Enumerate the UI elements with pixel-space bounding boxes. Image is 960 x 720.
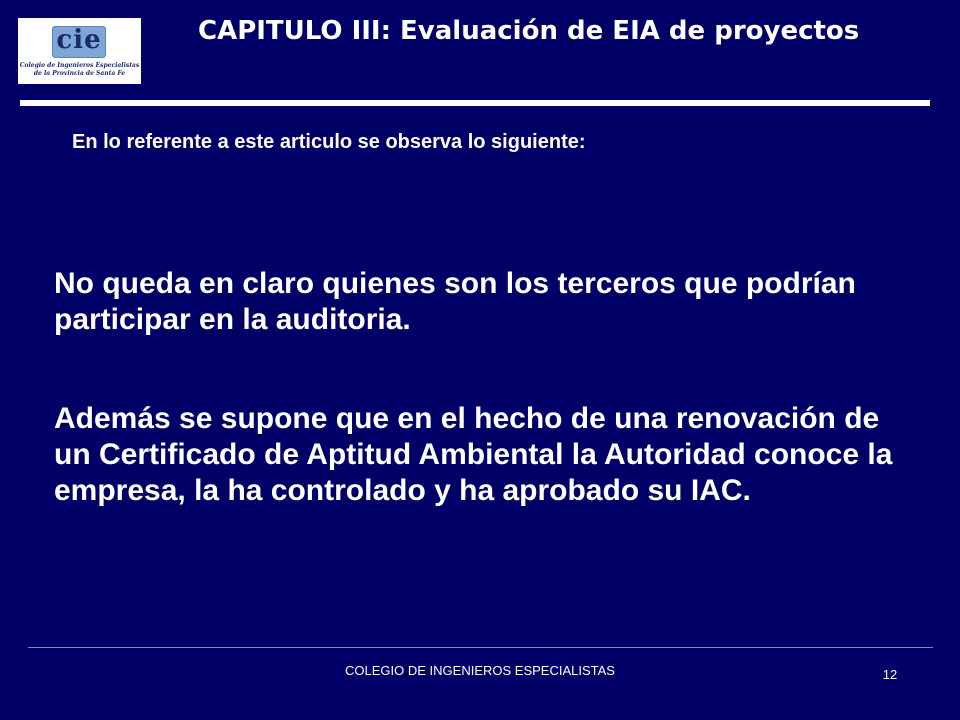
slide-subtitle: En lo referente a este articulo se observa lo siguiente: [72,131,586,153]
organization-logo [18,18,141,84]
slide-title: CAPITULO III: Evaluación de EIA de proyectos [198,16,860,46]
logo-caption-line-1: Colegio de Ingenieros Especialistas [19,62,140,69]
footer-divider [28,647,933,648]
page-number: 12 [882,667,898,682]
logo-mark-text: cie [56,25,102,55]
body-paragraph-2: Además se supone que en el hecho de una renovación de un Certificado de Aptitud Ambiental la Autoridad conoce la empresa, la ha controlado y ha aprobado su IAC. [54,402,893,507]
logo-caption-line-2: de la Provincia de Santa Fe [33,70,126,77]
logo-mark [52,26,106,58]
footer-organization: COLEGIO DE INGENIEROS ESPECIALISTAS [345,663,615,678]
body-paragraph-1: No queda en claro quienes son los terceros que podrían participar en la auditoria. [54,267,856,336]
title-divider [20,100,930,106]
